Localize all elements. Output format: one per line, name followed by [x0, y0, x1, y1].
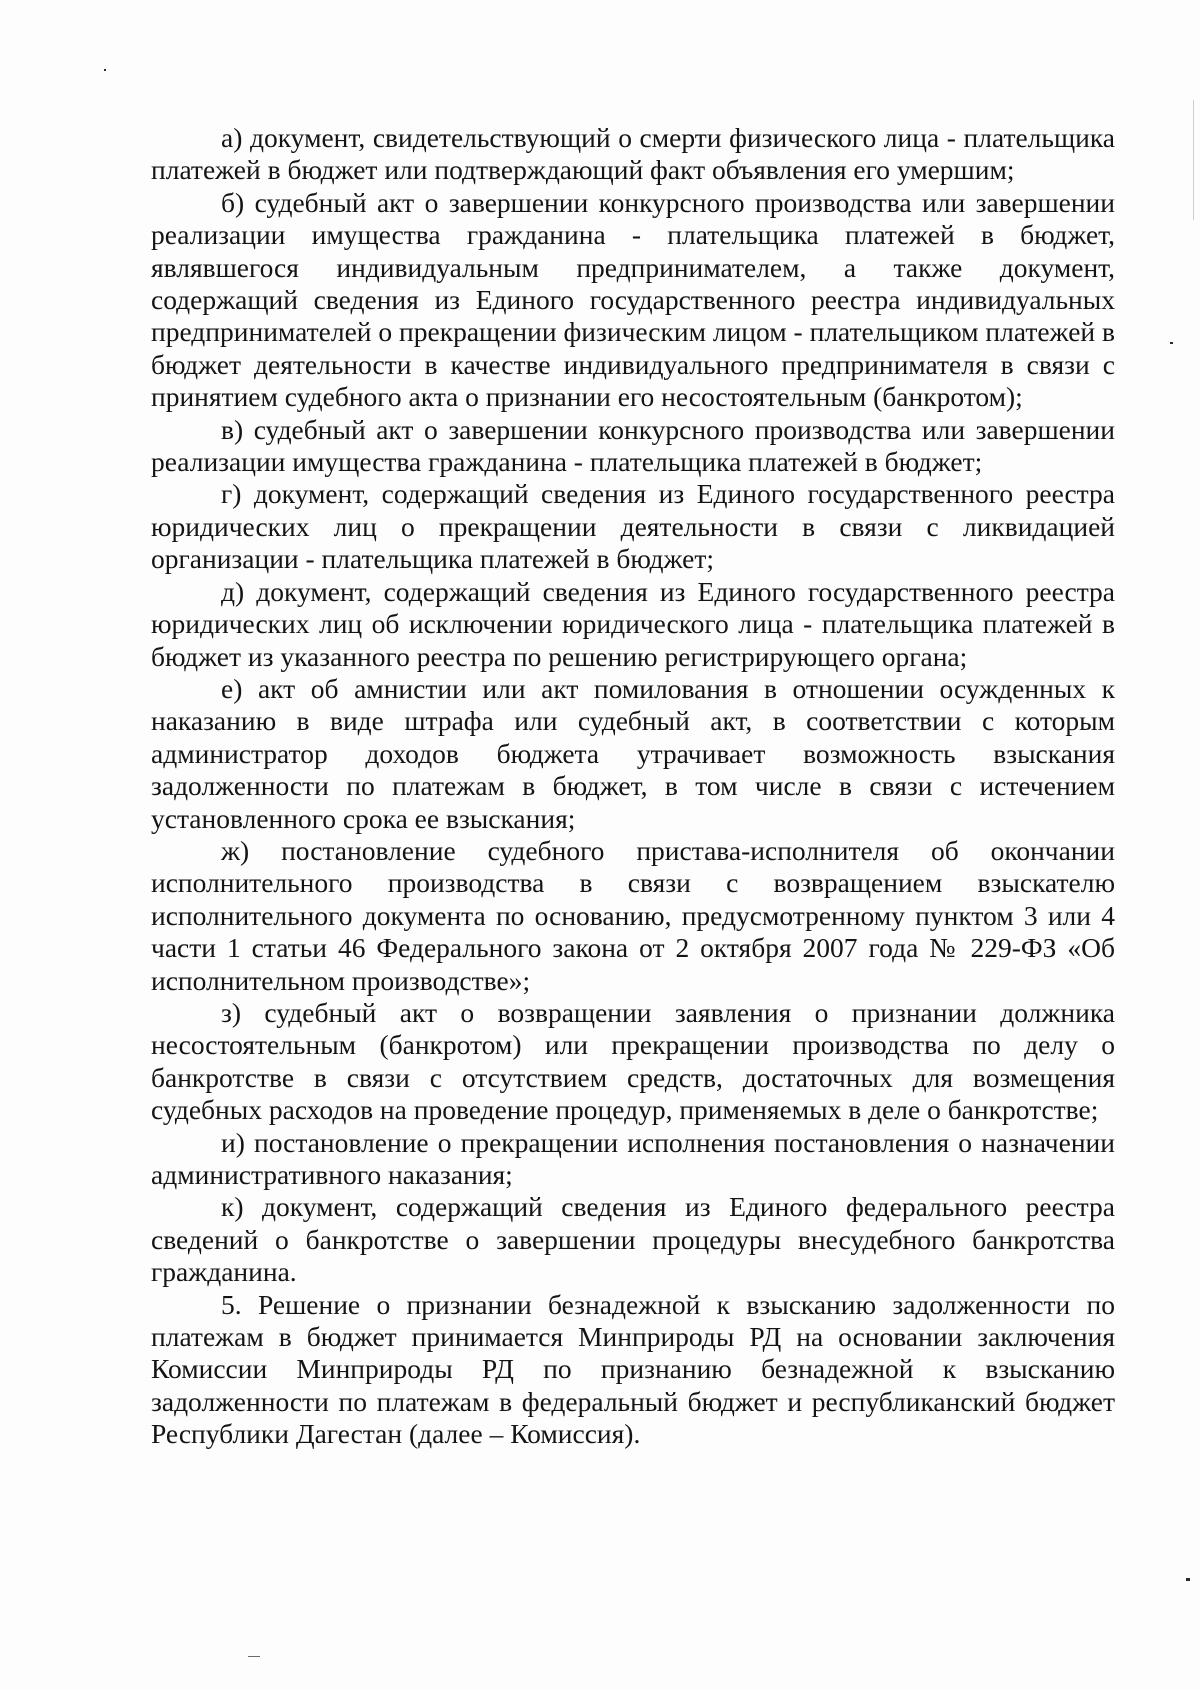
paragraph-item-b: б) судебный акт о завершении конкурсного производства или завершении реализации имущества гражданина - плательщика платежей в бюджет, являвшегося индивидуальным предпринимателем, а также документ, содержащий сведения из Единого государственного реестра индивидуальных предпринимателей о прекращении физическим лицом - плательщиком платежей в бюджет деятельности в качестве индивидуального предпринимателя в связи с принятием судебного акта о признании его несостоятельным (банкротом);	[151, 186, 1115, 413]
paragraph-item-z: з) судебный акт о возвращении заявления о признании должника несостоятельным (банкротом) или прекращении производства по делу о банкротстве в связи с отсутствием средств, достаточных для возмещения судебных расходов на проведение процедур, применяемых в деле о банкротстве;	[151, 996, 1115, 1126]
scan-speck	[1170, 342, 1173, 344]
paragraph-item-v: в) судебный акт о завершении конкурсного производства или завершении реализации имущества гражданина - плательщика платежей в бюджет;	[151, 413, 1115, 478]
scan-edge-line	[1193, 100, 1194, 220]
paragraph-item-a: а) документ, свидетельствующий о смерти физического лица - плательщика платежей в бюджет или подтверждающий факт объявления его умершим;	[151, 122, 1115, 186]
paragraph-section-5: 5. Решение о признании безнадежной к взысканию задолженности по платежам в бюджет принимается Минприроды РД на основании заключения Комиссии Минприроды РД по признанию безнадежной к взысканию задолженности по платежам в федеральный бюджет и республиканский бюджет Республики Дагестан (далее – Комиссия).	[151, 1288, 1115, 1450]
paragraph-item-k: к) документ, содержащий сведения из Единого федерального реестра сведений о банкротстве о завершении процедуры внесудебного банкротства гражданина.	[151, 1191, 1115, 1288]
scan-speck	[104, 69, 106, 71]
document-body	[151, 122, 1115, 1451]
paragraph-item-zh: ж) постановление судебного пристава-исполнителя об окончании исполнительного производства в связи с возвращением взыскателю исполнительного документа по основанию, предусмотренному пунктом 3 или 4 части 1 статьи 46 Федерального закона от 2 октября 2007 года № 229-ФЗ «Об исполнительном производстве»;	[151, 834, 1115, 996]
scan-speck	[1186, 1578, 1190, 1581]
paragraph-item-i: и) постановление о прекращении исполнения постановления о назначении административного наказания;	[151, 1126, 1115, 1190]
paragraph-item-d: д) документ, содержащий сведения из Единого государственного реестра юридических лиц об исключении юридического лица - плательщика платежей в бюджет из указанного реестра по решению регистрирующего органа;	[151, 575, 1115, 672]
paragraph-item-e: е) акт об амнистии или акт помилования в отношении осужденных к наказанию в виде штрафа или судебный акт, в соответствии с которым администратор доходов бюджета утрачивает возможность взыскания задолженности по платежам в бюджет, в том числе в связи с истечением установленного срока ее взыскания;	[151, 672, 1115, 834]
scan-speck	[248, 1656, 260, 1657]
paragraph-item-g: г) документ, содержащий сведения из Единого государственного реестра юридических лиц о прекращении деятельности в связи с ликвидацией организации - плательщика платежей в бюджет;	[151, 478, 1115, 575]
